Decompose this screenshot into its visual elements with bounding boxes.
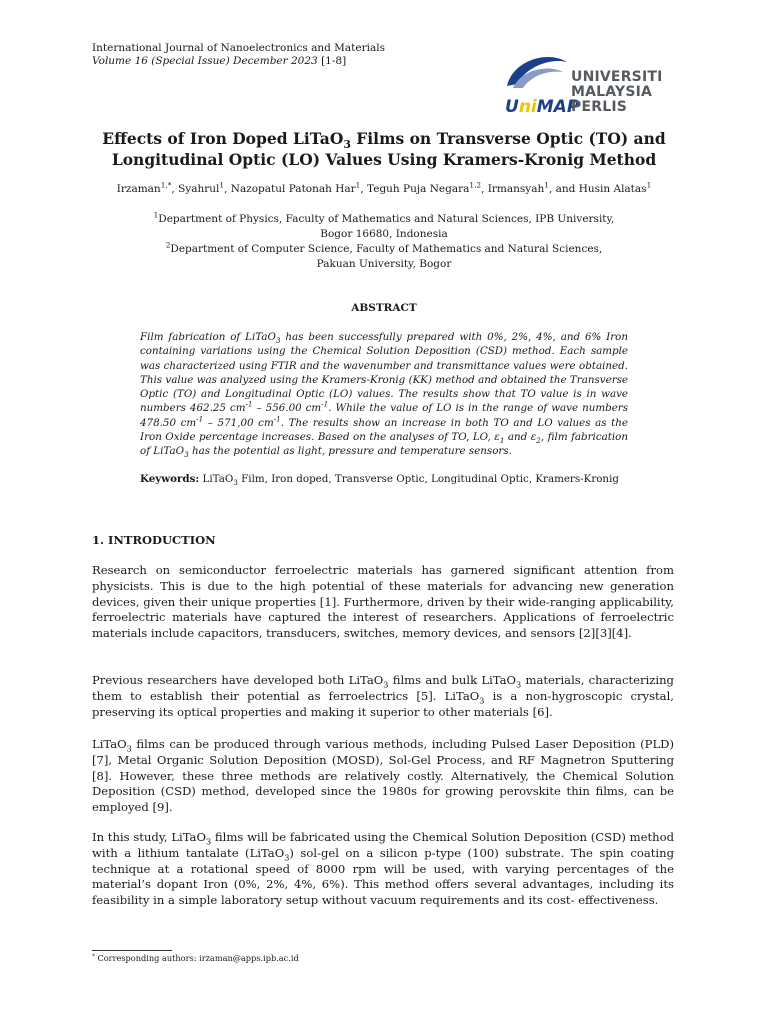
paper-title: Effects of Iron Doped LiTaO$_3$ Films on Transverse Optic (TO) and Longitudinal Optic (LO) Values Using Kramers-Kronig Method <box>102 129 666 169</box>
footnote-rule <box>92 950 172 951</box>
author: Husin Alatas <box>578 183 647 195</box>
abstract-heading: ABSTRACT <box>351 302 417 314</box>
paragraph: LiTaO$_3$ films can be produced through various methods, including Pulsed Laser Deposition (PLD) [7], Metal Organic Solution Deposition (MOSD), Sol-Gel Process, and RF Magnetron Sputtering [8]. However, these three methods are relatively costly. Alternatively, the Chemical Solution Deposition (CSD) method, developed since the 1980s for growing perovskite thin films, can be employed [9]. <box>92 737 674 815</box>
corresponding-author-email: Corresponding authors: irzaman@apps.ipb.ac.id <box>94 953 299 963</box>
paragraph: In this study, LiTaO$_3$ films will be fabricated using the Chemical Solution Deposition (CSD) method with a lithium tantalate (LiTaO$_3$) sol-gel on a silicon p-type (100) substrate. The spin coating technique at a rotational speed of 8000 rpm will be used, with varying percentages of the material’s dopant Iron (0%, 2%, 4%, 6%). This method offers several advantages, including its feasibility in a simple laboratory setup without vacuum requirements and its cost- effectiveness. <box>92 830 675 908</box>
section-heading: 1. INTRODUCTION <box>92 533 216 547</box>
keywords-label: Keywords: <box>140 473 200 485</box>
university-name: UNIVERSITI MALAYSIA PERLIS <box>571 69 663 115</box>
author: Teguh Puja Negara <box>367 183 470 195</box>
journal-volume: Volume 16 (Special Issue) December 2023 <box>92 55 318 67</box>
author: Irzaman <box>116 183 161 195</box>
footnote: * Corresponding authors: irzaman@apps.ipb.ac.id <box>92 953 299 963</box>
journal-header <box>92 42 385 68</box>
author: Nazopatul Patonah Har <box>230 183 356 195</box>
paragraph: Previous researchers have developed both LiTaO$_3$ films and bulk LiTaO$_3$ materials, characterizing them to establish their potential as ferroelectrics [5]. LiTaO$_3$ is a non-hygroscopic crystal, preserving its optical properties and making it superior to other materials [6]. <box>92 673 674 719</box>
paragraph: Research on semiconductor ferroelectric materials has garnered significant attention from physicists. This is due to the high potential of these materials for advancing new generation devices, given their unique properties [1]. Furthermore, driven by their wide-ranging applicability, ferroelectric materials have captured the interest of researchers. Applications of ferroelectric materials include capacitors, transducers, switches, memory devices, and sensors [2][3][4]. <box>92 563 674 641</box>
logo-wordmark: UniMAP <box>505 97 580 117</box>
author-list: Irzaman$^{1,*}$, Syahrul$^1$, Nazopatul Patonah Har$^1$, Teguh Puja Negara$^{1,2}$, Irmansyah$^1$, and Husin Alatas$^1$ <box>116 180 652 195</box>
journal-pages: [1-8] <box>321 55 347 67</box>
abstract-body: Film fabrication of LiTaO$_3$ has been successfully prepared with 0%, 2%, 4%, and 6% Iron containing variations using the Chemical Solution Deposition (CSD) method. Each sample was characterized using FTIR and the wavenumber and transmittance values were obtained. This value was analyzed using the Kramers-Kronig (KK) method and obtained the Transverse Optic (TO) and Longitudinal Optic (LO) values. The results show that TO value is in wave numbers 462.25 $cm^{-1} - 556.00$ $cm^{-1}$. While the value of LO is in the range of wave numbers 478.50 $cm^{-1} - 571,00$ $cm^{-1}$. The results show an increase in both TO and LO values as the Iron Oxide percentage increases. Based on the analyses of TO, LO, $\varepsilon_1$ and $\varepsilon_2$, film fabrication of LiTaO$_3$ has the potential as light, pressure and temperature sensors. <box>140 331 629 460</box>
author: Irmansyah <box>487 183 545 195</box>
journal-name: International Journal of Nanoelectronics and Materials <box>92 42 385 54</box>
author: Syahrul <box>178 183 220 195</box>
keywords: Keywords: LiTaO$_3$ Film, Iron doped, Transverse Optic, Longitudinal Optic, Kramers-Kronig <box>140 473 619 488</box>
affiliations: $^1$Department of Physics, Faculty of Mathematics and Natural Sciences, IPB University, Bogor 16680, Indonesia $^2$Department of Computer Science, Faculty of Mathematics and Natural Sciences, Pakuan University, Bogor <box>153 210 615 270</box>
